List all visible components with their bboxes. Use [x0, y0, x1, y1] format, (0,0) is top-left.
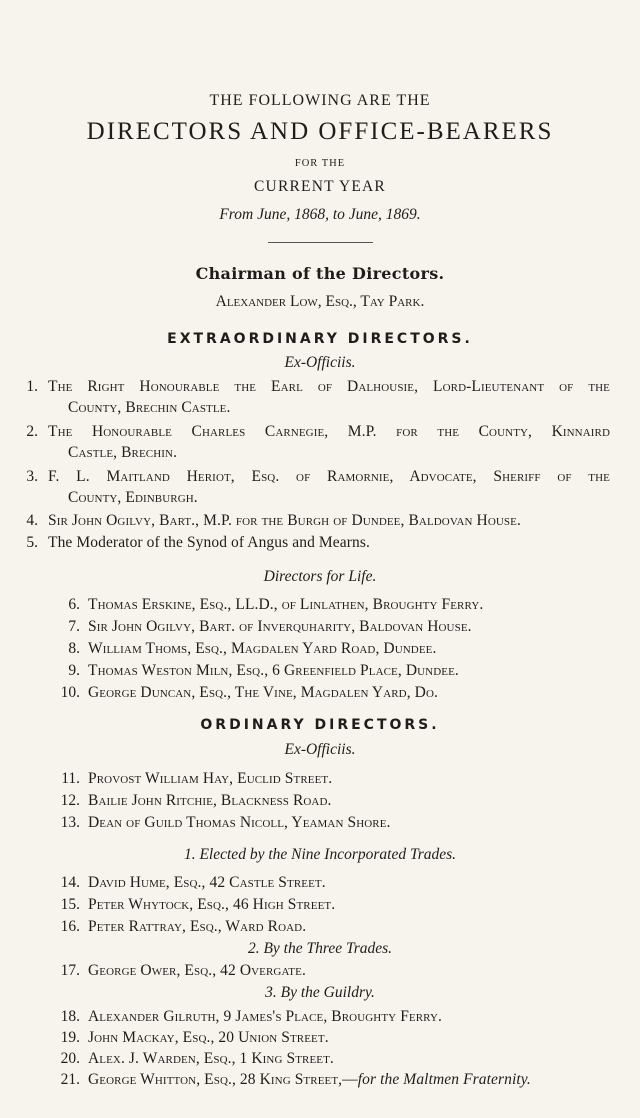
ordinary-heading: ORDINARY DIRECTORS.: [200, 717, 440, 733]
item-number: 14.: [60, 874, 80, 891]
list-item-text: Sir John Ogilvy, Bart., M.P. for the Burgh of Dundee, Baldovan House.: [48, 512, 521, 529]
item-number: 1.: [26, 378, 38, 395]
item-number: 11.: [61, 770, 80, 787]
divider-rule: [268, 242, 373, 243]
list-item-main: George Whitton, Esq., 28 King Street,—: [88, 1071, 358, 1088]
item-number: 18.: [60, 1008, 80, 1025]
header-title: DIRECTORS AND OFFICE-BEARERS: [86, 118, 554, 145]
item-number: 4.: [26, 512, 38, 529]
list-item-suffix: for the Maltmen Fraternity.: [357, 1071, 531, 1088]
item-number: 16.: [60, 918, 80, 935]
list-item-text: Peter Whytock, Esq., 46 High Street.: [88, 896, 336, 913]
ordinary-subheading: Ex-Officiis.: [284, 741, 356, 758]
item-number: 6.: [68, 596, 80, 613]
list-item-text: Dean of Guild Thomas Nicoll, Yeaman Shore.: [88, 814, 391, 831]
list-item-text: Alex. J. Warden, Esq., 1 King Street.: [88, 1050, 334, 1067]
chairman-name: Alexander Low, Esq., Tay Park.: [215, 293, 425, 310]
item-number: 3.: [26, 468, 38, 485]
list-item-text: George Ower, Esq., 42 Overgate.: [88, 962, 306, 979]
list-item-text: Bailie John Ritchie, Blackness Road.: [88, 792, 332, 809]
extraordinary-heading: EXTRAORDINARY DIRECTORS.: [167, 331, 473, 347]
list-item-cont: County, Edinburgh.: [68, 489, 198, 506]
item-number: 10.: [60, 684, 80, 701]
extraordinary-subheading: Ex-Officiis.: [284, 354, 356, 371]
list-item-cont: County, Brechin Castle.: [68, 399, 231, 416]
list-item-text: The Right Honourable the Earl of Dalhousie, Lord-Lieutenant of the: [48, 378, 610, 395]
list-item-text: Alexander Gilruth, 9 James's Place, Broughty Ferry.: [88, 1008, 443, 1025]
item-number: 19.: [60, 1029, 80, 1046]
item-number: 17.: [60, 962, 80, 979]
life-subheading: Directors for Life.: [263, 568, 377, 585]
list-item-text: [88, 1071, 531, 1089]
item-number: 13.: [60, 814, 80, 831]
item-number: 2.: [26, 423, 38, 440]
list-item-text: Thomas Erskine, Esq., LL.D., of Linlathen, Broughty Ferry.: [88, 596, 484, 613]
item-number: 12.: [60, 792, 80, 809]
list-item-text: Provost William Hay, Euclid Street.: [88, 770, 333, 787]
header-line-3: FOR THE: [294, 158, 346, 169]
list-item-text: Sir John Ogilvy, Bart. of Inverquharity, Baldovan House.: [88, 618, 472, 635]
list-item: [48, 423, 610, 441]
item-number: 20.: [60, 1050, 80, 1067]
list-item-text: William Thoms, Esq., Magdalen Yard Road, Dundee.: [88, 640, 437, 657]
list-item-text: David Hume, Esq., 42 Castle Street.: [88, 874, 326, 891]
list-item: [48, 378, 610, 396]
item-number: 7.: [68, 618, 80, 635]
item-number: 9.: [68, 662, 80, 679]
three-trades-heading: 2. By the Three Trades.: [247, 940, 393, 957]
header-line-4: CURRENT YEAR: [254, 178, 386, 195]
list-item-cont: Castle, Brechin.: [68, 444, 178, 461]
list-item-text: The Honourable Charles Carnegie, M.P. for the County, Kinnaird: [48, 423, 610, 440]
list-item: [48, 468, 610, 486]
guildry-heading: 3. By the Guildry.: [265, 984, 375, 1001]
item-number: 5.: [26, 534, 38, 551]
list-item-text: Thomas Weston Miln, Esq., 6 Greenfield Place, Dundee.: [88, 662, 459, 679]
trades-heading: 1. Elected by the Nine Incorporated Trades.: [183, 846, 457, 863]
item-number: 21.: [60, 1071, 80, 1088]
item-number: 15.: [60, 896, 80, 913]
list-item-text: The Moderator of the Synod of Angus and Mearns.: [48, 534, 370, 551]
chairman-heading: Chairman of the Directors.: [195, 264, 445, 283]
list-item-text: F. L. Maitland Heriot, Esq. of Ramornie, Advocate, Sheriff of the: [48, 468, 610, 485]
header-period: From June, 1868, to June, 1869.: [219, 206, 421, 223]
header-line-1: THE FOLLOWING ARE THE: [209, 92, 431, 109]
list-item-text: George Duncan, Esq., The Vine, Magdalen Yard, Do.: [88, 684, 438, 701]
list-item-text: John Mackay, Esq., 20 Union Street.: [88, 1029, 329, 1046]
item-number: 8.: [68, 640, 80, 657]
list-item-text: Peter Rattray, Esq., Ward Road.: [88, 918, 307, 935]
